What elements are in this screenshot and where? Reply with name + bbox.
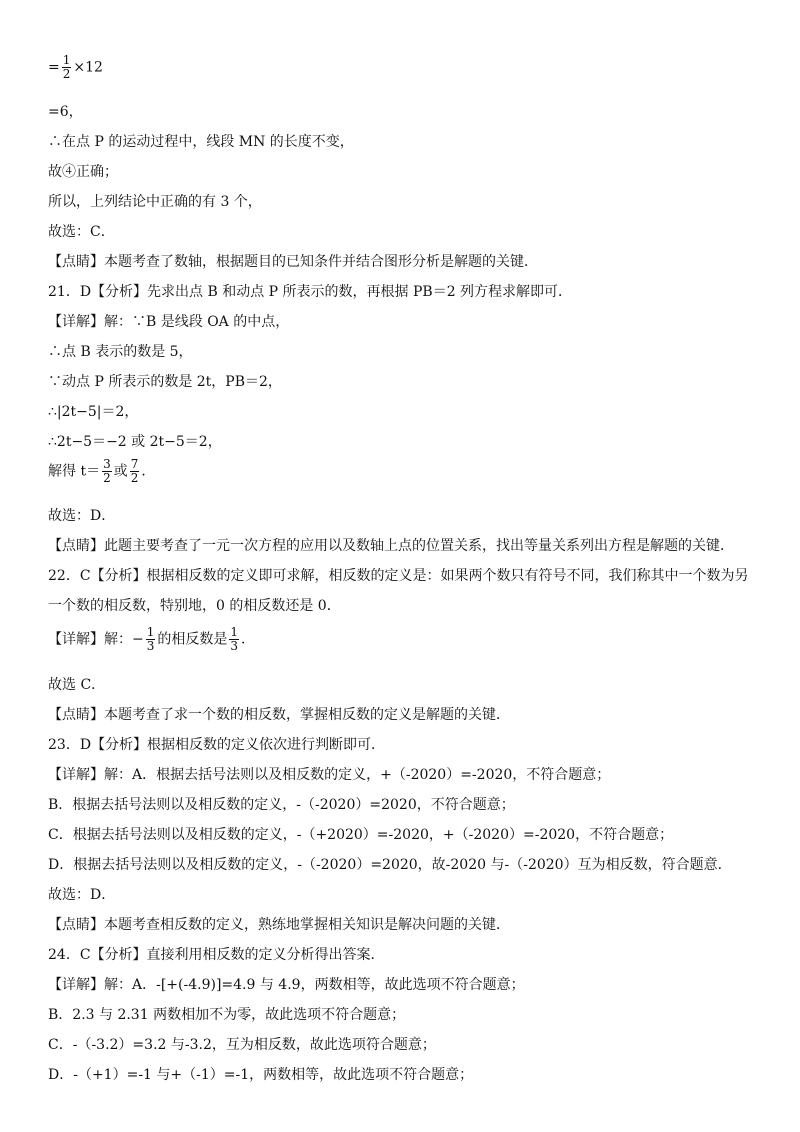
line-25: C．根据去括号法则以及相反数的定义，-（+2020）=-2020，+（-2020）=-2020，不符合题意； — [48, 827, 674, 843]
line-26: D．根据去括号法则以及相反数的定义，-（-2020）=2020，故-2020 与-（-2020）互为相反数，符合题意． — [48, 857, 732, 873]
line-14 — [48, 458, 155, 485]
line-22: 23．D【分析】根据相反数的定义依次进行判断即可． — [48, 737, 386, 753]
fraction-numerator: 3 — [103, 457, 111, 471]
line-24: B．根据去括号法则以及相反数的定义，-（-2020）=2020，不符合题意； — [48, 797, 515, 813]
line-30: 【详解】解：A．-[+(-4.9)]=4.9 与 4.9，两数相等，故此选项不符合题意； — [48, 977, 525, 993]
text: = — [48, 59, 60, 76]
fraction-numerator: 1 — [62, 53, 71, 67]
fraction-numerator: 1 — [230, 625, 239, 639]
line-4: 故④正确； — [48, 164, 118, 180]
fraction-numerator: 1 — [146, 625, 155, 639]
line-12: ∴|2t−5|＝2， — [48, 404, 139, 420]
fraction — [130, 458, 140, 485]
fraction-denominator: 2 — [130, 471, 139, 485]
line-33: D．-（+1）=-1 与+（-1）=-1，两数相等，故此选项不符合题意； — [48, 1067, 474, 1083]
line-27: 故选：D． — [48, 887, 116, 903]
line-23: 【详解】解：A．根据去括号法则以及相反数的定义，+（-2020）=-2020，不符合题意； — [48, 767, 611, 783]
fraction-denominator: 2 — [62, 67, 71, 81]
line-3: ∴在点 P 的运动过程中，线段 MN 的长度不变， — [48, 134, 354, 150]
line-8: 21．D【分析】先求出点 B 和动点 P 所表示的数，再根据 PB＝2 列方程求解即可． — [48, 284, 573, 300]
line-5: 所以，上列结论中正确的有 3 个， — [48, 194, 262, 210]
line-15: 故选：D． — [48, 508, 116, 524]
line-17: 22．C【分析】根据相反数的定义即可求解，相反数的定义是：如果两个数只有符号不同，我们称其中一个数为另 — [48, 568, 749, 584]
line-6: 故选：C． — [48, 224, 115, 240]
fraction — [229, 626, 239, 653]
line-1 — [48, 54, 103, 81]
fraction-denominator: 3 — [146, 639, 155, 653]
line-7: 【点睛】本题考查了数轴，根据题目的已知条件并结合图形分析是解题的关键． — [48, 254, 538, 270]
text: 的相反数是 — [157, 631, 228, 648]
line-11: ∵动点 P 所表示的数是 2t，PB＝2， — [48, 374, 282, 390]
text: 解得 t＝ — [48, 463, 101, 480]
line-2: =6， — [48, 104, 83, 120]
line-19 — [48, 626, 255, 653]
fraction-denominator: 3 — [230, 639, 239, 653]
line-13: ∴2t−5＝−2 或 2t−5＝2， — [48, 434, 222, 450]
line-28: 【点睛】本题考查相反数的定义，熟练地掌握相关知识是解决问题的关键． — [48, 917, 510, 933]
text: ×12 — [73, 59, 103, 76]
line-9: 【详解】解：∵B 是线段 OA 的中点， — [48, 314, 290, 330]
line-31: B．2.3 与 2.31 两数相加不为零，故此选项不符合题意； — [48, 1007, 406, 1023]
fraction — [146, 626, 156, 653]
fraction — [102, 458, 112, 485]
line-32: C．-（-3.2）=3.2 与-3.2，互为相反数，故此选项符合题意； — [48, 1037, 436, 1053]
fraction — [62, 54, 72, 81]
line-18: 一个数的相反数，特别地，0 的相反数还是 0． — [48, 598, 341, 614]
text: ． — [241, 631, 256, 648]
line-20: 故选 C． — [48, 677, 106, 693]
line-10: ∴点 B 表示的数是 5， — [48, 344, 193, 360]
text: ． — [141, 463, 156, 480]
line-21: 【点睛】本题考查了求一个数的相反数，掌握相反数的定义是解题的关键． — [48, 707, 510, 723]
fraction-denominator: 2 — [103, 471, 111, 485]
text: 【详解】解：− — [48, 631, 144, 648]
text: 或 — [113, 463, 128, 480]
fraction-numerator: 7 — [130, 457, 139, 471]
line-29: 24．C【分析】直接利用相反数的定义分析得出答案． — [48, 947, 385, 963]
line-16: 【点睛】此题主要考查了一元一次方程的应用以及数轴上点的位置关系，找出等量关系列出方程是解题的关键． — [48, 538, 734, 554]
